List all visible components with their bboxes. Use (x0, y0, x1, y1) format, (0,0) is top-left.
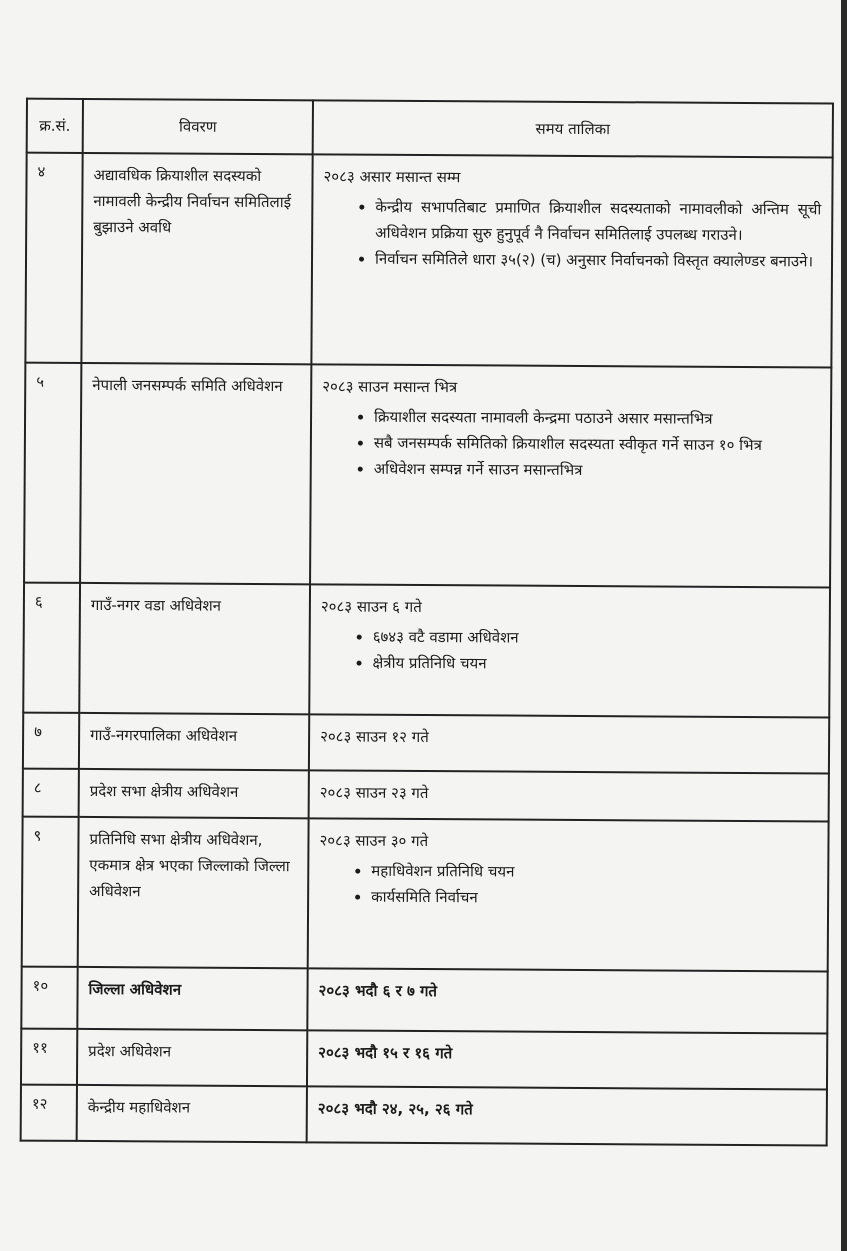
schedule-note: • निर्वाचन समितिले धारा ३५(२) (च) अनुसार निर्वाचनको विस्तृत क्यालेण्डर बनाउने। (375, 246, 821, 275)
schedule-date: २०८३ असार मसान्त सम्म (323, 167, 461, 187)
table-row (24, 363, 831, 588)
schedule-notes-list (319, 857, 817, 912)
row-serial-number: ४ (25, 153, 82, 363)
row-serial-number: १२ (21, 1085, 77, 1141)
schedule-notes-list (320, 623, 818, 678)
row-schedule (310, 364, 831, 587)
schedule-date: २०८३ साउन २३ गते (319, 783, 429, 803)
row-serial-number: ९ (22, 817, 79, 967)
row-serial-number: ११ (21, 1029, 77, 1085)
row-description: प्रदेश अधिवेशन (77, 1029, 307, 1086)
row-schedule (309, 584, 830, 717)
row-description: प्रदेश सभा क्षेत्रीय अधिवेशन (79, 769, 309, 818)
row-serial-number: १० (21, 967, 77, 1029)
row-description: नेपाली जनसम्पर्क समिति अधिवेशन (80, 363, 311, 584)
row-schedule (308, 818, 829, 971)
row-schedule (311, 154, 832, 367)
table-row (23, 713, 829, 774)
row-schedule (307, 1030, 827, 1089)
schedule-date: २०८३ साउन १२ गते (320, 727, 429, 747)
row-schedule (309, 714, 829, 773)
row-serial-number: ८ (23, 769, 79, 817)
row-description: केन्द्रीय महाधिवेशन (77, 1085, 307, 1142)
table-row (21, 1029, 827, 1090)
header-row (27, 99, 833, 158)
row-description: प्रतिनिधि सभा क्षेत्रीय अधिवेशन, एकमात्र क्षेत्र भएका जिल्लाको जिल्ला अधिवेशन (78, 817, 309, 968)
schedule-notes-list (323, 193, 821, 274)
row-serial-number: ५ (24, 363, 81, 583)
table-row (22, 817, 829, 972)
row-description: जिल्ला अधिवेशन (77, 967, 307, 1030)
schedule-note: • महाधिवेशन प्रतिनिधि चयन (371, 858, 817, 887)
schedule-table-body (21, 153, 833, 1146)
row-description: गाउँ-नगर वडा अधिवेशन (79, 583, 310, 714)
row-description: गाउँ-नगरपालिका अधिवेशन (79, 713, 309, 770)
row-description: अद्यावधिक क्रियाशील सदस्यको नामावली केन्द्रीय निर्वाचन समितिलाई बुझाउने अवधि (81, 153, 312, 364)
table-row (21, 1085, 827, 1146)
schedule-date: २०८३ साउन ६ गते (320, 597, 422, 617)
row-schedule (309, 770, 829, 821)
schedule-date: २०८३ भदौ १५ र १६ गते (318, 1043, 453, 1063)
row-serial-number: ६ (23, 583, 80, 713)
table-row (23, 769, 829, 822)
schedule-note: • क्षेत्रीय प्रतिनिधि चयन (372, 650, 818, 679)
schedule-date: २०८३ भदौ २४, २५, २६ गते (317, 1099, 473, 1119)
schedule-date: २०८३ साउन मसान्त भित्र (322, 377, 458, 397)
schedule-note: • अधिवेशन सम्पन्न गर्ने साउन मसान्तभित्र (374, 456, 820, 485)
schedule-table (20, 98, 834, 1147)
schedule-note: • केन्द्रीय सभापतिबाट प्रमाणित क्रियाशील सदस्यताको नामावलीको अन्तिम सूची अधिवेशन प्रक्रिया सुरु हुनुपूर्व नै निर्वाचन समितिलाई उपलब्ध गराउने। (375, 194, 821, 249)
schedule-date: २०८३ भदौ ६ र ७ गते (318, 981, 438, 1001)
header-schedule: समय तालिका (313, 100, 833, 157)
table-row (23, 583, 830, 718)
schedule-notes-list (322, 403, 820, 484)
schedule-date: २०८३ साउन ३० गते (319, 831, 429, 851)
schedule-note: • कार्यसमिति निर्वाचन (371, 884, 817, 913)
table-row (21, 967, 827, 1034)
document-page (0, 97, 841, 1146)
row-schedule (307, 968, 827, 1033)
schedule-note: • क्रियाशील सदस्यता नामावली केन्द्रमा पठाउने असार मसान्तभित्र (374, 404, 820, 433)
page-edge-shadow (841, 0, 847, 1251)
row-serial-number: ७ (23, 713, 79, 769)
schedule-note: • ६७४३ वटै वडामा अधिवेशन (373, 624, 819, 653)
schedule-note: • सबै जनसम्पर्क समितिको क्रियाशील सदस्यता स्वीकृत गर्ने साउन १० भित्र (374, 430, 820, 459)
row-schedule (307, 1086, 827, 1145)
header-description: विवरण (83, 99, 313, 154)
header-sn: क्र.सं. (27, 99, 83, 153)
table-row (25, 153, 832, 368)
